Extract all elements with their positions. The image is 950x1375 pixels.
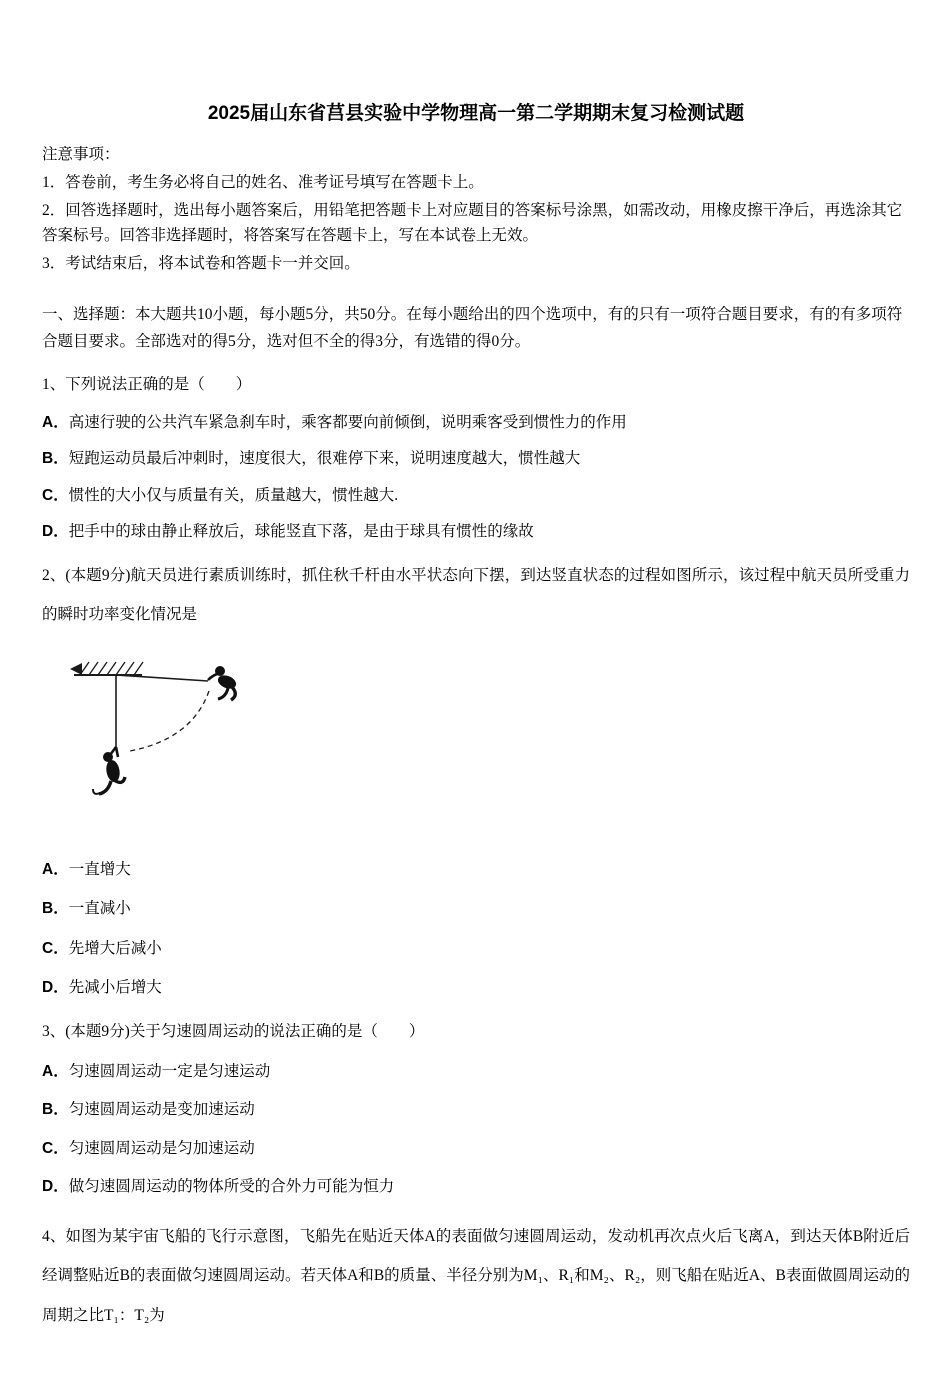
option-text: 匀速圆周运动一定是匀速运动 bbox=[68, 1062, 271, 1080]
option-label: A． bbox=[42, 860, 69, 878]
option-label: C． bbox=[42, 486, 69, 504]
question-1 bbox=[42, 371, 910, 544]
question-3-options bbox=[42, 1061, 910, 1199]
question-3-option-b bbox=[42, 1099, 910, 1121]
option-label: D． bbox=[42, 1178, 69, 1196]
option-text: 先减小后增大 bbox=[68, 979, 162, 997]
question-2-option-c bbox=[42, 938, 910, 960]
option-text: 先增大后减小 bbox=[68, 939, 162, 957]
astronaut-top-icon bbox=[208, 666, 238, 700]
trajectory-arc-icon bbox=[130, 691, 209, 751]
option-label: C． bbox=[42, 939, 69, 957]
option-label: A． bbox=[42, 1062, 69, 1080]
option-text: 做匀速圆周运动的物体所受的合外力可能为恒力 bbox=[68, 1178, 395, 1196]
notice-item-1: 1．答卷前，考生务必将自己的姓名、准考证号填写在答题卡上。 bbox=[42, 173, 484, 191]
option-label: B． bbox=[42, 1101, 69, 1119]
option-label: D． bbox=[42, 523, 69, 541]
question-1-option-d bbox=[42, 521, 910, 543]
question-2-stem: 2、(本题9分)航天员进行素质训练时，抓住秋千杆由水平状态向下摆，到达竖直状态的过程如图所示，该过程中航天员所受重力的瞬时功率变化情况是 bbox=[42, 566, 910, 624]
notice-item-2: 2．回答选择题时，选出每小题答案后，用铅笔把答题卡上对应题目的答案标号涂黑，如需改动，用橡皮擦干净后，再选涂其它答案标号。回答非选择题时，将答案写在答题卡上，写在本试卷上无效。 bbox=[42, 202, 903, 245]
question-3-stem: 3、(本题9分)关于匀速圆周运动的说法正确的是（ ） bbox=[42, 1022, 425, 1040]
option-text: 匀速圆周运动是变加速运动 bbox=[68, 1101, 255, 1119]
question-2-option-a bbox=[42, 859, 910, 881]
ceiling-hatch-icon bbox=[70, 662, 143, 675]
swing-diagram-icon bbox=[68, 649, 283, 827]
section-heading: 一、选择题：本大题共10小题，每小题5分，共50分。在每小题给出的四个选项中，有的只有一项符合题目要求，有的有多项符合题目要求。全部选对的得5分，选对但不全的得3分，有选错的得0分。 bbox=[42, 306, 903, 351]
astronaut-bottom-icon bbox=[93, 747, 125, 794]
swing-bar-icon bbox=[116, 675, 208, 681]
question-3-option-c bbox=[42, 1138, 910, 1160]
option-label: B． bbox=[42, 450, 69, 468]
option-text: 匀速圆周运动是匀加速运动 bbox=[68, 1139, 255, 1157]
question-2 bbox=[42, 556, 910, 1000]
question-1-option-b bbox=[42, 448, 910, 470]
option-text: 高速行驶的公共汽车紧急刹车时，乘客都要向前倾倒，说明乘客受到惯性力的作用 bbox=[68, 413, 627, 431]
option-text: 一直减小 bbox=[68, 900, 131, 918]
question-2-figure bbox=[68, 649, 910, 827]
question-1-option-a bbox=[42, 412, 910, 434]
notice-heading: 注意事项： bbox=[42, 145, 120, 163]
question-3-option-d bbox=[42, 1176, 910, 1198]
question-2-options bbox=[42, 859, 910, 1000]
option-label: A． bbox=[42, 413, 69, 431]
question-3 bbox=[42, 1018, 910, 1199]
question-4 bbox=[42, 1217, 910, 1336]
question-4-stem: 4、如图为某宇宙飞船的飞行示意图，飞船先在贴近天体A的表面做匀速圆周运动，发动机再次点火后飞离A，到达天体B附近后经调整贴近B的表面做匀速圆周运动。若天体A和B的质量、半径分别为M₁、R₁和M₂、R₂，则飞船在贴近A、B表面做圆周运动的周期之比T₁：T₂为 bbox=[42, 1227, 910, 1324]
option-label: C． bbox=[42, 1139, 69, 1157]
option-text: 惯性的大小仅与质量有关，质量越大，惯性越大. bbox=[68, 486, 399, 504]
question-2-option-b bbox=[42, 898, 910, 920]
option-text: 一直增大 bbox=[68, 860, 131, 878]
question-1-option-c bbox=[42, 485, 910, 507]
page-title: 2025届山东省莒县实验中学物理高一第二学期期末复习检测试题 bbox=[207, 103, 745, 124]
question-2-option-d bbox=[42, 977, 910, 999]
question-1-stem: 1、下列说法正确的是（ ） bbox=[42, 375, 252, 393]
notice-item-3: 3．考试结束后，将本试卷和答题卡一并交回。 bbox=[42, 255, 360, 273]
option-text: 短跑运动员最后冲刺时，速度很大，很难停下来，说明速度越大，惯性越大 bbox=[68, 450, 581, 468]
option-text: 把手中的球由静止释放后，球能竖直下落，是由于球具有惯性的缘故 bbox=[68, 523, 534, 541]
option-label: B． bbox=[42, 900, 69, 918]
question-3-option-a bbox=[42, 1061, 910, 1083]
option-label: D． bbox=[42, 979, 69, 997]
